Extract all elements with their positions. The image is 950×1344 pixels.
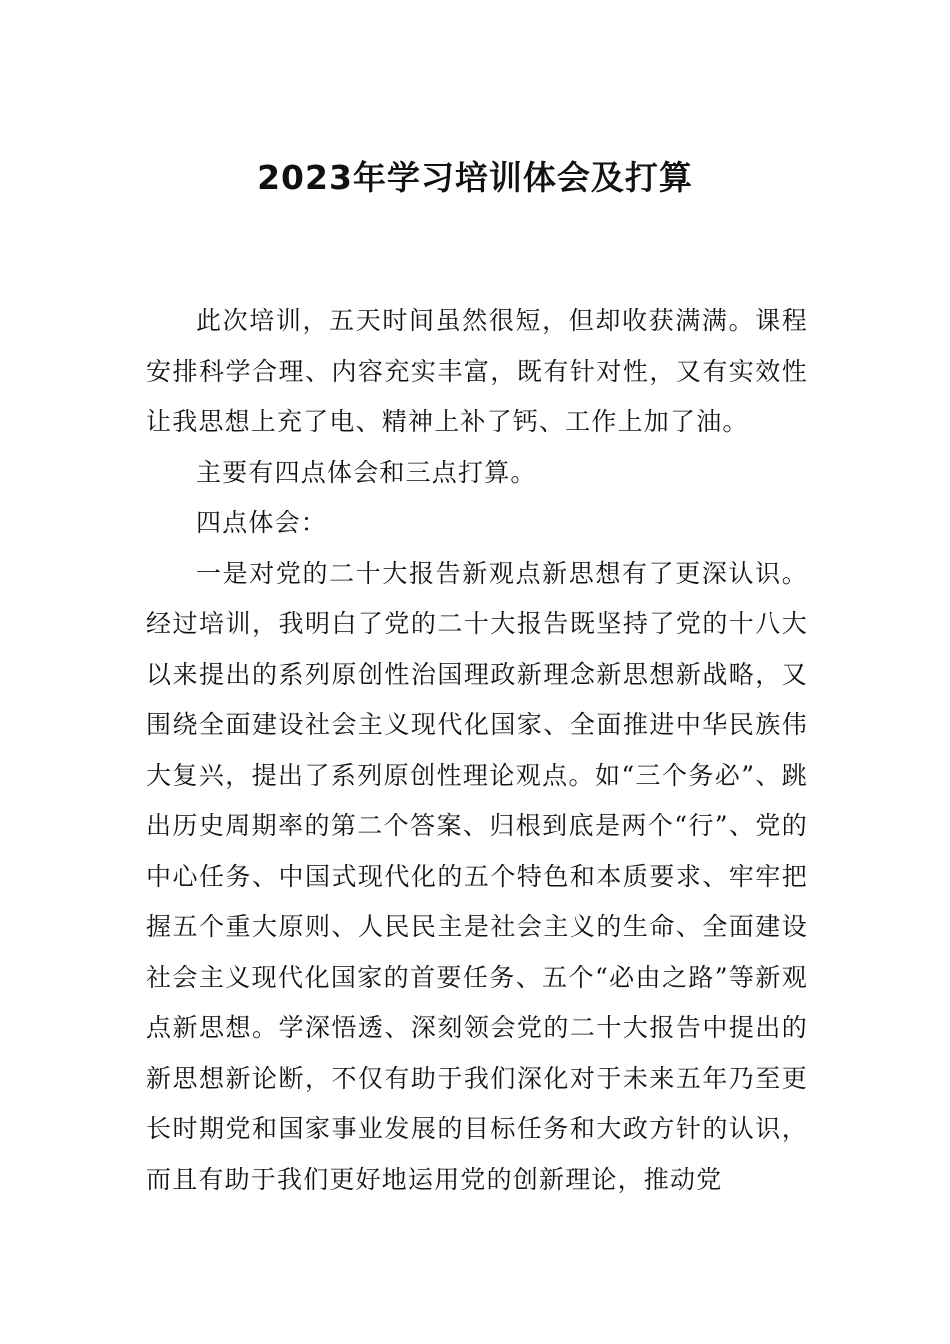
paragraph-intro: 此次培训，五天时间虽然很短，但却收获满满。课程安排科学合理、内容充实丰富，既有针对性，又有实效性让我思想上充了电、精神上补了钙、工作上加了油。	[146, 306, 808, 436]
paragraph-point-one: 一是对党的二十大报告新观点新思想有了更深认识。经过培训，我明白了党的二十大报告既坚持了党的十八大以来提出的系列原创性治国理政新理念新思想新战略，又围绕全面建设社会主义现代化国家、全面推进中华民族伟大复兴，提出了系列原创性理论观点。如“三个务必”、跳出历史周期率的第二个答案、归根到底是两个“行”、党的中心任务、中国式现代化的五个特色和本质要求、牢牢把握五个重大原则、人民民主是社会主义的生命、全面建设社会主义现代化国家的首要任务、五个“必由之路”等新观点新思想。学深悟透、深刻领会党的二十大报告中提出的新思想新论断，不仅有助于我们深化对于未来五年乃至更长时期党和国家事业发展的目标任务和大政方针的认识，而且有助于我们更好地运用党的创新理论，推动党	[146, 558, 808, 1194]
document-title: 2023年学习培训体会及打算	[257, 158, 693, 197]
paragraph-summary: 主要有四点体会和三点打算。	[196, 457, 537, 487]
document-body	[146, 296, 808, 1205]
paragraph-heading-four-points: 四点体会：	[196, 508, 328, 537]
